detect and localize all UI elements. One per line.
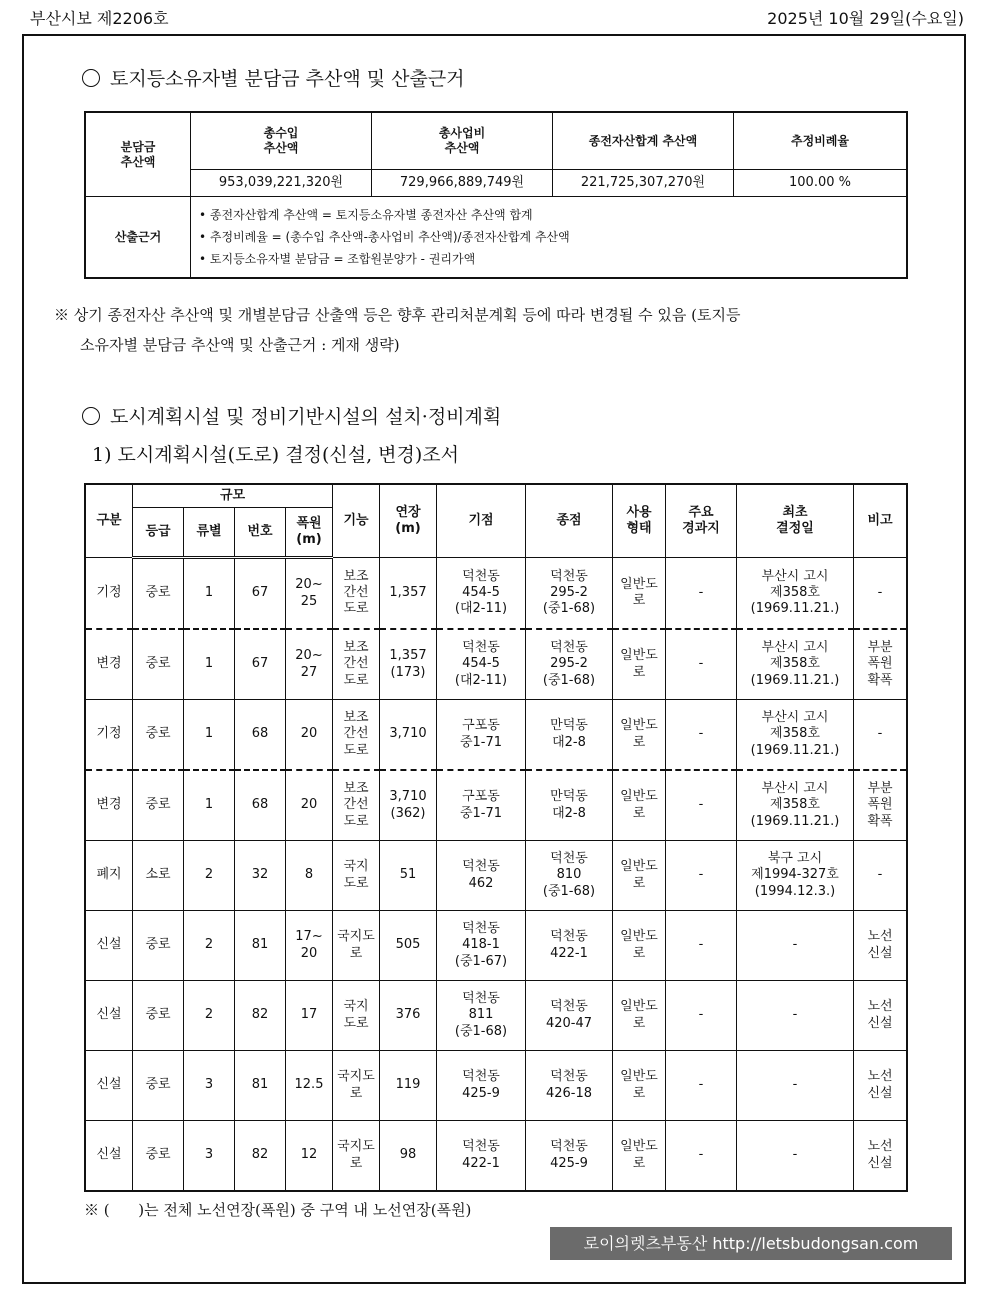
cell-via: - [666, 1051, 737, 1121]
cell-number: 82 [235, 1121, 286, 1192]
cell-first: 부산시 고시 제358호 (1969.11.21.) [737, 770, 854, 841]
cell-first: 북구 고시 제1994-327호 (1994.12.3.) [737, 841, 854, 911]
cell-grade: 소로 [133, 841, 184, 911]
th-usage: 사용 형태 [613, 484, 666, 558]
cell-length: 1,357 (173) [380, 629, 437, 700]
cell-number: 67 [235, 558, 286, 630]
cell-width: 20 [286, 700, 333, 771]
cell-usage: 일반도 로 [613, 558, 666, 630]
col-total-cost: 총사업비 추산액 [372, 112, 553, 170]
cell-remark: 노선 신설 [854, 1121, 908, 1192]
cell-first: 부산시 고시 제358호 (1969.11.21.) [737, 700, 854, 771]
cell-end: 덕천동 420-47 [526, 981, 613, 1051]
cell-first: - [737, 981, 854, 1051]
cell-end: 만덕동 대2-8 [526, 700, 613, 771]
cell-end: 덕천동 426-18 [526, 1051, 613, 1121]
th-gubun: 구분 [85, 484, 133, 558]
cell-width: 20~ 27 [286, 629, 333, 700]
th-via: 주요 경과지 [666, 484, 737, 558]
section1-note [54, 300, 944, 360]
note-line: 소유자별 분담금 추산액 및 산출근거 : 게재 생략) [80, 336, 400, 354]
cell-gubun: 폐지 [85, 841, 133, 911]
value-ratio: 100.00 % [734, 170, 908, 197]
cell-end: 만덕동 대2-8 [526, 770, 613, 841]
th-class: 류별 [184, 508, 235, 558]
table-row [85, 700, 907, 771]
cell-usage: 일반도 로 [613, 1121, 666, 1192]
cell-usage: 일반도 로 [613, 981, 666, 1051]
cell-grade: 중로 [133, 981, 184, 1051]
cell-width: 20 [286, 770, 333, 841]
cell-length: 98 [380, 1121, 437, 1192]
basis-text [191, 197, 908, 279]
cell-gubun: 신설 [85, 1051, 133, 1121]
th-remark: 비고 [854, 484, 908, 558]
section2-subtitle: 1) 도시계획시설(도로) 결정(신설, 변경)조서 [92, 444, 459, 466]
cell-usage: 일반도 로 [613, 1051, 666, 1121]
cell-start: 구포동 중1-71 [437, 770, 526, 841]
cell-via: - [666, 841, 737, 911]
cell-gubun: 신설 [85, 981, 133, 1051]
cell-gubun: 변경 [85, 770, 133, 841]
cell-grade: 중로 [133, 770, 184, 841]
cell-class: 3 [184, 1121, 235, 1192]
cell-remark: 노선 신설 [854, 911, 908, 981]
cell-start: 덕천동 425-9 [437, 1051, 526, 1121]
cell-gubun: 변경 [85, 629, 133, 700]
burden-estimate-table [84, 111, 908, 279]
th-length: 연장 (m) [380, 484, 437, 558]
cell-function: 국지도 로 [333, 911, 380, 981]
cell-grade: 중로 [133, 700, 184, 771]
cell-remark: - [854, 841, 908, 911]
cell-function: 보조 간선 도로 [333, 558, 380, 630]
publication-date: 2025년 10월 29일(수요일) [767, 9, 964, 28]
value-prior-assets: 221,725,307,270원 [553, 170, 734, 197]
cell-number: 68 [235, 700, 286, 771]
cell-remark: - [854, 700, 908, 771]
cell-number: 32 [235, 841, 286, 911]
cell-width: 12.5 [286, 1051, 333, 1121]
cell-usage: 일반도 로 [613, 911, 666, 981]
col-total-income: 총수입 추산액 [191, 112, 372, 170]
th-end: 종점 [526, 484, 613, 558]
cell-gubun: 신설 [85, 911, 133, 981]
cell-width: 20~ 25 [286, 558, 333, 630]
cell-length: 505 [380, 911, 437, 981]
cell-remark: 노선 신설 [854, 981, 908, 1051]
table-row [85, 770, 907, 841]
cell-first: 부산시 고시 제358호 (1969.11.21.) [737, 629, 854, 700]
section1-title: 토지등소유자별 분담금 추산액 및 산출근거 [82, 64, 465, 91]
cell-grade: 중로 [133, 911, 184, 981]
th-number: 번호 [235, 508, 286, 558]
cell-class: 2 [184, 981, 235, 1051]
basis-line: • 토지등소유자별 분담금 = 조합원분양가 - 권리가액 [199, 252, 476, 266]
cell-start: 덕천동 462 [437, 841, 526, 911]
cell-via: - [666, 700, 737, 771]
table-row [85, 629, 907, 700]
note-line: ※ 상기 종전자산 추산액 및 개별분담금 산출액 등은 향후 관리처분계획 등에 따라 변경될 수 있음 (토지등 [54, 306, 741, 324]
th-first-decision: 최초 결정일 [737, 484, 854, 558]
cell-class: 3 [184, 1051, 235, 1121]
cell-grade: 중로 [133, 1121, 184, 1192]
cell-remark: 부분 폭원 확폭 [854, 770, 908, 841]
cell-class: 1 [184, 629, 235, 700]
circle-bullet-icon [82, 69, 100, 87]
cell-function: 보조 간선 도로 [333, 629, 380, 700]
cell-function: 보조 간선 도로 [333, 770, 380, 841]
cell-grade: 중로 [133, 1051, 184, 1121]
cell-via: - [666, 981, 737, 1051]
cell-start: 구포동 중1-71 [437, 700, 526, 771]
section2-title: 도시계획시설 및 정비기반시설의 설치·정비계획 [82, 402, 501, 429]
col-prior-assets: 종전자산합계 추산액 [553, 112, 734, 170]
table-row [85, 981, 907, 1051]
cell-remark: 노선 신설 [854, 1051, 908, 1121]
th-grade: 등급 [133, 508, 184, 558]
cell-function: 국지도 로 [333, 1051, 380, 1121]
cell-number: 82 [235, 981, 286, 1051]
basis-line: • 추정비례율 = (총수입 추산액-총사업비 추산액)/종전자산합계 추산액 [199, 230, 570, 244]
cell-end: 덕천동 425-9 [526, 1121, 613, 1192]
th-scale: 규모 [133, 484, 333, 508]
basis-label: 산출근거 [85, 197, 191, 279]
cell-width: 8 [286, 841, 333, 911]
cell-first: - [737, 1121, 854, 1192]
cell-function: 국지 도로 [333, 981, 380, 1051]
table-row [85, 841, 907, 911]
section2-note: ※ ( )는 전체 노선연장(폭원) 중 구역 내 노선연장(폭원) [84, 1201, 472, 1219]
cell-via: - [666, 558, 737, 630]
cell-length: 3,710 [380, 700, 437, 771]
watermark: 로이의렛츠부동산 http://letsbudongsan.com [550, 1227, 952, 1260]
cell-function: 국지 도로 [333, 841, 380, 911]
cell-number: 68 [235, 770, 286, 841]
cell-gubun: 신설 [85, 1121, 133, 1192]
row-label: 분담금 추산액 [85, 112, 191, 197]
cell-number: 67 [235, 629, 286, 700]
cell-first: 부산시 고시 제358호 (1969.11.21.) [737, 558, 854, 630]
cell-remark: 부분 폭원 확폭 [854, 629, 908, 700]
cell-length: 1,357 [380, 558, 437, 630]
table-row [85, 1121, 907, 1192]
cell-number: 81 [235, 911, 286, 981]
cell-remark: - [854, 558, 908, 630]
cell-end: 덕천동 810 (중1-68) [526, 841, 613, 911]
cell-start: 덕천동 454-5 (대2-11) [437, 629, 526, 700]
cell-usage: 일반도 로 [613, 841, 666, 911]
cell-via: - [666, 770, 737, 841]
cell-length: 376 [380, 981, 437, 1051]
table-row [85, 1051, 907, 1121]
road-plan-table [84, 483, 908, 1192]
cell-start: 덕천동 418-1 (중1-67) [437, 911, 526, 981]
cell-grade: 중로 [133, 558, 184, 630]
cell-start: 덕천동 811 (중1-68) [437, 981, 526, 1051]
cell-via: - [666, 911, 737, 981]
cell-number: 81 [235, 1051, 286, 1121]
th-width: 폭원 (m) [286, 508, 333, 558]
cell-usage: 일반도 로 [613, 770, 666, 841]
table-row [85, 911, 907, 981]
cell-end: 덕천동 295-2 (중1-68) [526, 558, 613, 630]
cell-length: 51 [380, 841, 437, 911]
cell-class: 2 [184, 911, 235, 981]
cell-usage: 일반도 로 [613, 700, 666, 771]
cell-width: 17 [286, 981, 333, 1051]
cell-end: 덕천동 295-2 (중1-68) [526, 629, 613, 700]
cell-end: 덕천동 422-1 [526, 911, 613, 981]
cell-function: 보조 간선 도로 [333, 700, 380, 771]
cell-start: 덕천동 454-5 (대2-11) [437, 558, 526, 630]
cell-function: 국지도 로 [333, 1121, 380, 1192]
col-ratio: 추정비례율 [734, 112, 908, 170]
th-function: 기능 [333, 484, 380, 558]
value-total-income: 953,039,221,320원 [191, 170, 372, 197]
cell-class: 1 [184, 700, 235, 771]
cell-class: 1 [184, 558, 235, 630]
cell-length: 3,710 (362) [380, 770, 437, 841]
cell-class: 1 [184, 770, 235, 841]
cell-start: 덕천동 422-1 [437, 1121, 526, 1192]
basis-line: • 종전자산합계 추산액 = 토지등소유자별 종전자산 추산액 합계 [199, 208, 533, 222]
cell-length: 119 [380, 1051, 437, 1121]
cell-grade: 중로 [133, 629, 184, 700]
th-start: 기점 [437, 484, 526, 558]
cell-first: - [737, 1051, 854, 1121]
cell-usage: 일반도 로 [613, 629, 666, 700]
cell-first: - [737, 911, 854, 981]
publication-number: 부산시보 제2206호 [30, 9, 169, 28]
value-total-cost: 729,966,889,749원 [372, 170, 553, 197]
cell-via: - [666, 629, 737, 700]
cell-gubun: 기정 [85, 700, 133, 771]
table-row [85, 558, 907, 630]
cell-width: 12 [286, 1121, 333, 1192]
cell-class: 2 [184, 841, 235, 911]
cell-gubun: 기정 [85, 558, 133, 630]
cell-via: - [666, 1121, 737, 1192]
cell-width: 17~ 20 [286, 911, 333, 981]
circle-bullet-icon [82, 407, 100, 425]
